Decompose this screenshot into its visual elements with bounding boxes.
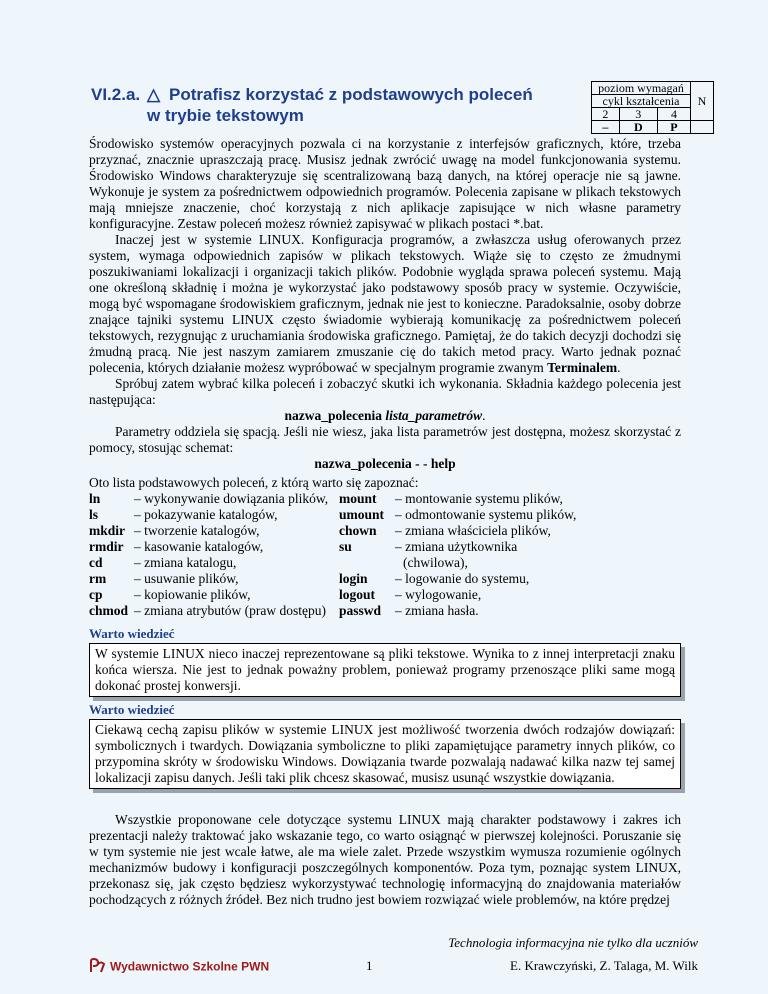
command-desc: – kopiowanie plików, bbox=[134, 587, 251, 602]
syntax-command: nazwa_polecenia bbox=[284, 408, 382, 423]
command-name: rmdir bbox=[89, 539, 124, 554]
command-desc: – logowanie do systemu, bbox=[395, 571, 530, 586]
command-name: mount bbox=[339, 491, 377, 506]
paragraph-2-text: Inaczej jest w systemie LINUX. Konfiguracja programów, a zwłaszcza usług oferowanych przez system, wymaga odpowiednich zapisów w plikach tekstowych. Wiąże się to często ze żmudnymi poszukiwaniami lokalizacji i organizacji takich plików. Podobnie wygląda sprawa poleceń systemu. Mają one określoną składnię i można je wykorzystać jako podstawowy sposób pracy w systemie. Oczywiście, mogą być wspomagane środowiskiem graficznym, jednak nie jest to konieczne. Paradoksalnie, osoby dobrze znające tajniki systemu LINUX często świadomie wybierają komunikację za pośrednictwem poleceń tekstowych, rezygnując z uruchamiania środowiska graficznego. Pamiętaj, że do takich decyzji dochodzi się żmudną pracą. Nie jest naszym zamiarem zmuszanie cię do takich metod pracy. Warto jednak poznać polecenia, których działanie możesz wypróbować w specjalnym programie zwanym bbox=[89, 232, 681, 375]
command-desc: – wykonywanie dowiązania plików, bbox=[134, 491, 329, 506]
command-name: rm bbox=[89, 571, 107, 586]
command-desc: – odmontowanie systemu plików, bbox=[395, 507, 577, 522]
heading-line1: Potrafisz korzystać z podstawowych poleceń bbox=[169, 85, 533, 104]
command-desc: (chwilowa), bbox=[403, 555, 468, 570]
box2-title: Warto wiedzieć bbox=[89, 702, 175, 717]
command-row bbox=[89, 491, 689, 507]
page-number: 1 bbox=[366, 958, 373, 973]
command-desc: – montowanie systemu plików, bbox=[395, 491, 563, 506]
command-list bbox=[89, 475, 689, 619]
req-level-4: 4 bbox=[657, 108, 690, 121]
command-desc: – zmiana katalogu, bbox=[134, 555, 237, 570]
command-name: ls bbox=[89, 507, 99, 522]
command-name: cd bbox=[89, 555, 103, 570]
req-value-3: D bbox=[619, 121, 657, 134]
command-desc: – zmiana atrybutów (praw dostępu) bbox=[134, 603, 326, 618]
req-level-2: 2 bbox=[592, 108, 620, 121]
command-row bbox=[89, 507, 689, 523]
requirements-table bbox=[591, 81, 714, 134]
command-desc: – kasowanie katalogów, bbox=[134, 539, 264, 554]
command-name: chown bbox=[339, 523, 377, 538]
command-row bbox=[89, 603, 689, 619]
command-desc: – wylogowanie, bbox=[395, 587, 482, 602]
section-heading bbox=[91, 84, 571, 126]
authors: E. Krawczyński, Z. Talaga, M. Wilk bbox=[510, 958, 698, 973]
info-box-2: Ciekawą cechą zapisu plików w systemie LINUX jest możliwość tworzenia dwóch rodzajów dowiązań: symbolicznych i twardych. Dowiązania symboliczne to pliki zapamiętujące parametry innych plików, co przypomina skróty w środowisku Windows. Dowiązania twarde pozwalają nadawać kilka nazw tej samej lokalizacji zapisu danych. Jeśli taki plik chcesz skasować, musisz usunąć wszystkie dowiązania. bbox=[89, 719, 681, 789]
command-row bbox=[89, 571, 689, 587]
command-desc: – zmiana hasła. bbox=[395, 603, 479, 618]
command-row bbox=[89, 555, 689, 571]
command-desc: – zmiana użytkownika bbox=[395, 539, 518, 554]
paragraph-1: Środowisko systemów operacyjnych pozwala ci na korzystanie z interfejsów graficznych, które, trzeba przyznać, znacznie upraszczają pracę. Musisz jednak zwrócić uwagę na model funkcjonowania systemu. Środowisko Windows charakteryzuje się scentralizowaną bazą danych, na której operacje nie są jawne. Wykonuje je system za pośrednictwem odpowiednich programów. Polecenia zapisane w plikach tekstowych mają mniejsze znaczenie, choć korzystają z nich aplikacje zapisujące w nich własne parametry konfiguracyjne. Zestaw poleceń możesz również zapisywać w plikach postaci *.bat. bbox=[89, 136, 681, 231]
command-row bbox=[89, 587, 689, 603]
help-syntax: nazwa_polecenia - - help bbox=[314, 456, 456, 471]
command-name: cp bbox=[89, 587, 103, 602]
publisher bbox=[89, 958, 269, 977]
box1-title: Warto wiedzieć bbox=[89, 626, 175, 641]
command-name: su bbox=[339, 539, 352, 554]
paragraph-4: Parametry oddziela się spacją. Jeśli nie wiesz, jaka lista parametrów jest dostępna, możesz skorzystać z pomocy, stosując schemat: bbox=[89, 424, 681, 455]
req-cycle: cykl kształcenia bbox=[592, 95, 691, 108]
intro-text bbox=[89, 136, 681, 472]
triangle-icon: △ bbox=[147, 85, 161, 104]
command-desc: – pokazywanie katalogów, bbox=[134, 507, 278, 522]
publisher-name: Wydawnictwo Szkolne PWN bbox=[110, 959, 270, 974]
req-title: poziom wymagań bbox=[592, 82, 691, 95]
command-name: login bbox=[339, 571, 368, 586]
info-box-1: W systemie LINUX nieco inaczej reprezentowane są pliki tekstowe. Wynika to z innej interpretacji znaku końca wiersza. Nie jest to jednak poważny problem, ponieważ programy przenoszące pliki same mogą dokonać prostej konwersji. bbox=[89, 643, 681, 697]
section-code: VI.2.a. bbox=[91, 85, 141, 104]
command-name: umount bbox=[339, 507, 385, 522]
paragraph-2 bbox=[89, 232, 681, 376]
command-name: ln bbox=[89, 491, 101, 506]
command-row bbox=[89, 523, 689, 539]
command-desc: – usuwanie plików, bbox=[134, 571, 239, 586]
req-n: N bbox=[691, 82, 714, 121]
terminal-term: Terminalem bbox=[547, 360, 618, 375]
req-level-3: 3 bbox=[619, 108, 657, 121]
heading-line2: w trybie tekstowym bbox=[147, 106, 304, 125]
book-title: Technologia informacyjna nie tylko dla uczniów bbox=[448, 935, 698, 950]
command-desc: – tworzenie katalogów, bbox=[134, 523, 260, 538]
paragraph-2-end: . bbox=[617, 360, 621, 375]
req-value-2: – bbox=[592, 121, 620, 134]
syntax-dot: . bbox=[482, 408, 486, 423]
command-name: passwd bbox=[339, 603, 382, 618]
syntax-params: lista_parametrów bbox=[385, 408, 483, 423]
syntax-line bbox=[89, 408, 681, 424]
command-name: chmod bbox=[89, 603, 129, 618]
paragraph-3: Spróbuj zatem wybrać kilka poleceń i zobaczyć skutki ich wykonania. Składnia każdego polecenia jest następująca: bbox=[89, 376, 681, 407]
command-list-intro: Oto lista podstawowych poleceń, z którą warto się zapoznać: bbox=[89, 475, 419, 490]
command-name: logout bbox=[339, 587, 376, 602]
command-name: mkdir bbox=[89, 523, 126, 538]
req-value-4: P bbox=[657, 121, 690, 134]
pwn-logo-icon bbox=[89, 958, 107, 977]
closing-paragraph: Wszystkie proponowane cele dotyczące systemu LINUX mają charakter podstawowy i zakres ich prezentacji należy traktować jako wskazanie tego, co warto osiągnąć w pierwszej kolejności. Poruszanie się w tym systemie nie jest wcale łatwe, ale ma wiele zalet. Przede wszystkim wymusza rozumienie ogólnych mechanizmów budowy i konfiguracji poszczególnych komponentów. Poza tym, poznając system LINUX, przekonasz się, jak często będziesz wykorzystywać technologię informacyjną do znajdowania materiałów pochodzących z różnych źródeł. Bez nich trudno jest bowiem rozwiązać wiele problemów, na które prędzej bbox=[89, 812, 681, 907]
command-desc: – zmiana właściciela plików, bbox=[395, 523, 551, 538]
command-row bbox=[89, 539, 689, 555]
